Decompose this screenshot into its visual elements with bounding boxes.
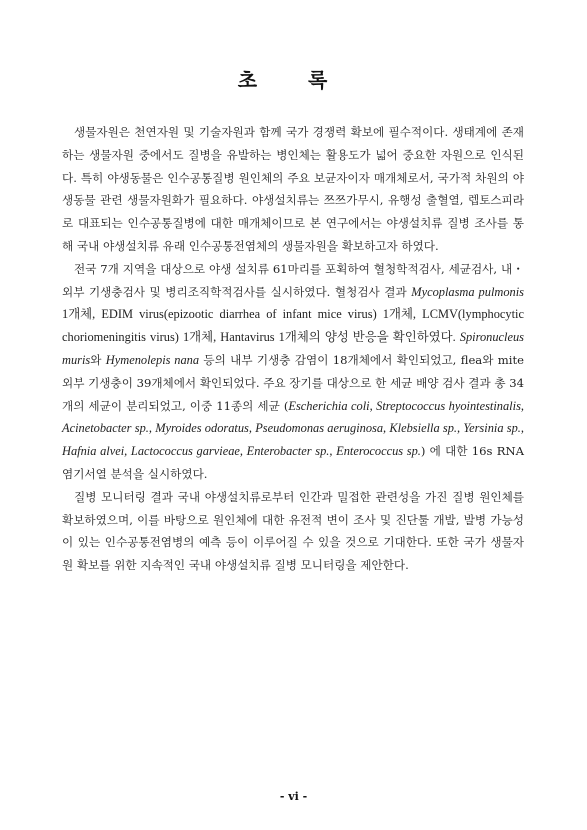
species-name: Hymenolepis nana: [105, 352, 200, 367]
abstract-body: [62, 121, 524, 577]
abstract-paragraph-3: 질병 모니터링 결과 국내 야생설치류로부터 인간과 밀접한 관련성을 가진 질병 원인체를 확보하였으며, 이를 바탕으로 원인체에 대한 유전적 변이 조사 및 진단툴 개발, 발병 가능성이 있는 인수공통전염병의 예측 등이 이루어질 수 있을 것으로 기대한다. 또한 국가 생물자원 확보를 위한 지속적인 국내 야생설치류 질병 모니터링을 제안한다.: [62, 489, 524, 573]
species-name: Spironucleus muris: [62, 330, 524, 367]
text-segment: 등의 내부 기생충 감염이 18개체에서 확인되었고, flea와 mite 외부 기생충이 39개체에서 확인되었다. 주요 장기를 대상으로 한 세균 배양 검사 결과 총 34개의 세균이 분리되었고, 이중 11종의 세균 (: [62, 352, 524, 413]
text-segment: 전국 7개 지역을 대상으로 야생 설치류 61마리를 포획하여 혈청학적검사, 세균검사, 내・외부 기생충검사 및 병리조직학적검사를 실시하였다. 혈청검사 결과: [62, 261, 524, 299]
text-segment: ) 에 대한 16s RNA 염기서열 분석을 실시하였다.: [62, 444, 524, 481]
text-segment: 1개체, EDIM virus(epizootic diarrhea of infant mice virus) 1개체, LCMV(lymphocytic choriomeningitis virus) 1개체, Hantavirus 1개체의 양성 반응을 확인하였다.: [62, 307, 524, 345]
abstract-paragraph-2: [62, 258, 524, 486]
text-segment: 와: [90, 352, 106, 367]
species-name: Mycoplasma pulmonis: [411, 284, 524, 299]
page-title: 초 록: [237, 68, 350, 92]
species-list: Escherichia coli, Streptococcus hyointestinalis, Acinetobacter sp., Myroides odoratus, Pseudomonas aeruginosa, Klebsiella sp., Yersinia sp., Hafnia alvei, Lactococcus garvieae, Enterobacter sp., Enterococcus sp.: [62, 398, 524, 459]
page-number: - vi -: [279, 790, 308, 803]
abstract-paragraph-1: 생물자원은 천연자원 및 기술자원과 함께 국가 경쟁력 확보에 필수적이다. 생태계에 존재하는 생물자원 중에서도 질병을 유발하는 병인체는 활용도가 넓어 중요한 자원으로 인식된다. 특히 야생동물은 인수공통질병 원인체의 주요 보균자이자 매개체로서, 국가적 차원의 야생동물 관련 생물자원화가 필요하다. 야생설치류는 쯔쯔가무시, 유행성 출혈열, 렙토스피라로 대표되는 인수공통질병에 대한 매개체이므로 본 연구에서는 야생설치류 질병 조사를 통해 국내 야생설치류 유래 인수공통전염체의 생물자원을 확보하고자 하였다.: [62, 125, 524, 253]
